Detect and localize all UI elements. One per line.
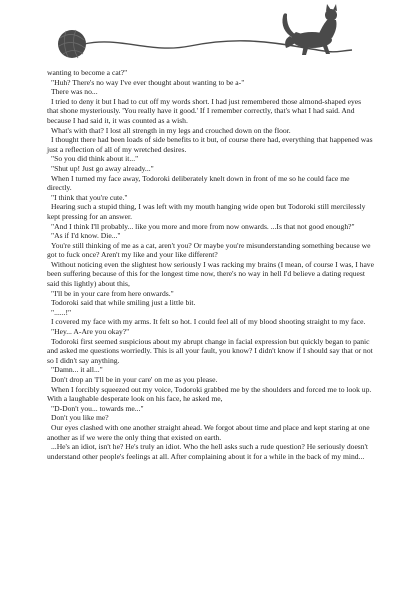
story-paragraph: "Huh? There's no way I've ever thought about wanting to be a-" <box>51 77 245 87</box>
story-paragraph: "And I think I'll probably... like you more and more from now onwards. ...Is that not good enough?" <box>51 221 355 231</box>
story-paragraph: I thought there had been loads of side benefits to it but, of course there had, everything that happened was just a reflection of all of my wretched desires. <box>47 135 373 154</box>
story-paragraph: "Shut up! Just go away already..." <box>51 163 154 173</box>
story-paragraph: Don't drop an 'I'll be in your care' on me as you please. <box>51 375 218 384</box>
story-paragraph: "Hey... A-Are you okay?" <box>51 327 130 337</box>
story-paragraph: What's with that? I lost all strength in my legs and crouched down on the floor. <box>51 125 291 135</box>
story-paragraph: Don't you like me? <box>51 413 109 423</box>
story-paragraph: I tried to deny it but I had to cut off my words short. I had just remembered those almond-shaped eyes that shone mysteriously. 'You really have it good.' If I remember correctly, that's what I had said. And because I had said it, it was counted as a wish. <box>47 96 362 125</box>
story-paragraph: Todoroki first seemed suspicious about my abrupt change in facial expression but quickly began to panic and asked me questions worriedly. This is all your fault, you know? I didn't know if I should say that or not so I didn't say anything. <box>47 336 373 365</box>
story-paragraph: You're still thinking of me as a cat, aren't you? Or maybe you're misunderstanding something because we got to fuck once? Aren't my like and your like different? <box>47 240 371 260</box>
story-paragraph: "I'll be in your care from here onwards." <box>51 288 174 298</box>
story-paragraph: ...He's an idiot, isn't he? He's truly an idiot. Who the hell asks such a rude question? He seriously doesn't understand other people's feelings at all. After complaining about it for a while in the back of my mind... <box>47 442 369 461</box>
cat-silhouette-icon <box>282 4 337 55</box>
story-paragraph: "I think that you're cute." <box>51 192 128 202</box>
story-paragraph: There was no... <box>51 87 98 97</box>
story-paragraph: Without noticing even the slightest how seriously I was racking my brains (I mean, of course I was, I have been suffering because of this for the longest time now, there's no way in hell I'd believe a dating request said this lightly) about this, <box>47 259 374 289</box>
story-paragraph: "D-Don't you... towards me..." <box>51 403 144 413</box>
yarn-ball-icon <box>58 30 86 58</box>
story-paragraph: When I turned my face away, Todoroki deliberately knelt down in front of me so he could face me directly. <box>47 173 350 193</box>
story-paragraph: wanting to become a cat?" <box>47 68 128 77</box>
story-paragraph: Our eyes clashed with one another straight ahead. We forgot about time and place and kept staring at one another as if we were the only thing that existed on earth. <box>47 422 370 442</box>
story-paragraph: "Damn... it all..." <box>51 365 103 375</box>
story-text <box>47 68 374 461</box>
story-paragraph: I covered my face with my arms. It felt so hot. I could feel all of my blood shooting straight to my face. <box>51 317 366 327</box>
story-paragraph: When I forcibly squeezed out my voice, Todoroki grabbed me by the shoulders and forced me to look up. With a laughable desperate look on his face, he asked me, <box>47 384 372 404</box>
story-paragraph: Hearing such a stupid thing, I was left with my mouth hanging wide open but Todoroki still mercilessly kept pressing for an answer. <box>47 202 366 221</box>
story-paragraph: "As if I'd know. Die..." <box>51 231 121 241</box>
story-paragraph: Todoroki said that while smiling just a little bit. <box>51 298 196 308</box>
story-paragraph: "......!" <box>51 307 72 317</box>
story-paragraph: "So you did think about it..." <box>51 154 139 164</box>
header-decoration <box>0 0 400 68</box>
